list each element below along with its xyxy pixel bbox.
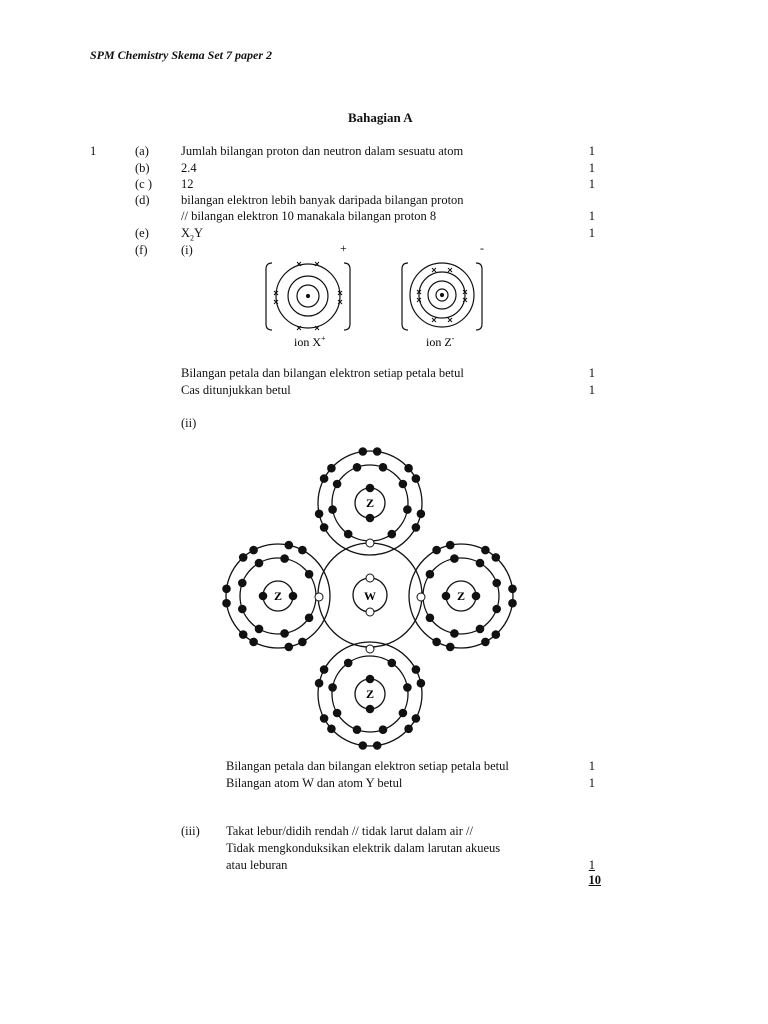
electron-top-13 <box>403 505 412 514</box>
electron-top-3 <box>412 474 421 483</box>
document-header: SPM Chemistry Skema Set 7 paper 2 <box>90 48 273 62</box>
electron-bottom-1 <box>359 741 368 750</box>
covalent-molecule-diagram <box>215 440 525 760</box>
electron-right-1 <box>508 599 517 608</box>
f-iii-line-3: atau leburan <box>226 858 288 872</box>
electron-right-11 <box>492 605 501 614</box>
electron-left-17 <box>255 625 264 634</box>
part-answer-c: 12 <box>181 177 194 191</box>
electron-right-4 <box>446 643 455 652</box>
electron-left-16 <box>280 629 289 638</box>
part-mark-a: 1 <box>588 144 595 158</box>
electron-left-13 <box>280 554 289 563</box>
electron-left-3 <box>249 546 258 555</box>
electron-left-14 <box>305 570 314 579</box>
electron-bottom-14 <box>344 659 353 668</box>
electron-top-2 <box>404 464 413 473</box>
part-label-a: (a) <box>135 144 149 158</box>
f-ii-mark-2: 1 <box>588 776 595 790</box>
electron-bottom-3 <box>320 714 329 723</box>
f-ii-criterion-2: Bilangan atom W dan atom Y betul <box>226 776 403 790</box>
electron-top-18 <box>366 484 375 493</box>
electron-left-6 <box>298 638 307 647</box>
electron-right-12 <box>476 625 485 634</box>
f-i-mark-2: 1 <box>588 383 595 397</box>
electron-bottom-0 <box>373 741 382 750</box>
electron-right-16 <box>450 554 459 563</box>
top-atom-label: Z <box>365 496 375 510</box>
question-number: 1 <box>90 144 97 158</box>
electron-top-4 <box>417 510 426 519</box>
electron-bottom-9 <box>404 725 413 734</box>
electron-left-5 <box>298 546 307 555</box>
ion-x-diagram <box>266 262 350 330</box>
part-answer-d-line2: // bilangan elektron 10 manakala bilangan proton 8 <box>181 209 437 223</box>
part-label-d: (d) <box>135 193 150 207</box>
part-answer-e: $X_2Y$ <box>181 226 204 243</box>
electron-left-10 <box>238 605 247 614</box>
electron-right-10 <box>492 579 501 588</box>
electron-right-8 <box>481 546 490 555</box>
left-bracket-close <box>344 263 350 330</box>
electron-bottom-11 <box>353 725 362 734</box>
f-i-criterion-2: Cas ditunjukkan betul <box>181 383 291 397</box>
left-bracket-open <box>266 263 272 330</box>
electron-left-19 <box>289 592 298 601</box>
electron-left-15 <box>305 614 314 623</box>
ion-x-charge: + <box>340 241 347 255</box>
part-mark-d: 1 <box>588 209 595 223</box>
electron-bottom-19 <box>366 675 375 684</box>
electron-right-18 <box>472 592 481 601</box>
f-ii-criterion-1: Bilangan petala dan bilangan elektron setiap petala betul <box>226 759 509 773</box>
electron-left-12 <box>255 559 264 568</box>
electron-top-15 <box>344 530 353 539</box>
part-answer-b: 2.4 <box>181 161 197 175</box>
part-mark-c: 1 <box>588 177 595 191</box>
right-atom-label: Z <box>456 589 466 603</box>
electron-top-9 <box>327 464 336 473</box>
f-iii-line-2: Tidak mengkonduksikan elektrik dalam larutan akueus <box>226 841 501 855</box>
electron-right-6 <box>432 546 441 555</box>
electron-top-19 <box>366 514 375 523</box>
electron-top-7 <box>315 510 324 519</box>
ion-z-diagram <box>402 263 482 330</box>
part-sub-label-f-i: (i) <box>181 243 193 257</box>
electron-right-19 <box>442 592 451 601</box>
section-title: Bahagian A <box>348 110 413 125</box>
electron-right-5 <box>432 638 441 647</box>
electron-top-17 <box>333 480 342 489</box>
electron-bottom-8 <box>412 714 421 723</box>
electron-left-18 <box>259 592 268 601</box>
electron-left-4 <box>285 541 294 550</box>
electron-left-9 <box>239 630 248 639</box>
electron-left-7 <box>285 643 294 652</box>
electron-top-0 <box>359 447 368 456</box>
right-bracket-open <box>402 263 408 330</box>
part-mark-e: 1 <box>588 226 595 240</box>
electron-bottom-10 <box>379 725 388 734</box>
electron-bottom-5 <box>320 665 329 674</box>
right-bracket-close <box>476 263 482 330</box>
electron-top-6 <box>320 523 329 532</box>
electron-left-8 <box>249 638 258 647</box>
ion-z-label: ion Z- <box>426 334 455 349</box>
electron-bottom-6 <box>412 665 421 674</box>
f-iii-mark: 1 <box>588 858 595 872</box>
electron-right-9 <box>492 553 501 562</box>
center-atom-label: W <box>364 589 376 603</box>
part-sub-label-f-iii: (iii) <box>181 824 200 838</box>
electron-right-0 <box>508 585 517 594</box>
electron-top-10 <box>353 463 362 472</box>
part-label-f: (f) <box>135 243 148 257</box>
electron-bottom-12 <box>333 709 342 718</box>
electron-left-2 <box>239 553 248 562</box>
electron-right-17 <box>476 559 485 568</box>
electron-right-3 <box>481 638 490 647</box>
electron-bottom-2 <box>327 725 336 734</box>
electron-top-14 <box>388 530 397 539</box>
electron-bottom-16 <box>403 683 412 692</box>
electron-right-2 <box>492 630 501 639</box>
f-ii-mark-1: 1 <box>588 759 595 773</box>
part-label-e: (e) <box>135 226 149 240</box>
electron-top-5 <box>412 523 421 532</box>
part-answer-d-line1: bilangan elektron lebih banyak daripada bilangan proton <box>181 193 464 207</box>
part-label-c: (c ) <box>135 177 152 191</box>
total-mark: 10 <box>588 873 601 887</box>
f-i-mark-1: 1 <box>588 366 595 380</box>
part-answer-a: Jumlah bilangan proton dan neutron dalam sesuatu atom <box>181 144 464 158</box>
ion-z-charge: - <box>480 241 484 255</box>
electron-right-14 <box>426 614 435 623</box>
electron-bottom-13 <box>328 683 337 692</box>
electron-bottom-4 <box>315 679 324 688</box>
part-sub-label-f-ii: (ii) <box>181 416 197 430</box>
electron-top-12 <box>399 480 408 489</box>
electron-bottom-17 <box>399 709 408 718</box>
part-label-b: (b) <box>135 161 150 175</box>
f-iii-line-1: Takat lebur/didih rendah // tidak larut dalam air // <box>226 824 473 838</box>
electron-bottom-18 <box>366 705 375 714</box>
f-i-criterion-1: Bilangan petala dan bilangan elektron setiap petala betul <box>181 366 464 380</box>
electron-left-0 <box>222 599 231 608</box>
electron-bottom-7 <box>417 679 426 688</box>
electron-right-7 <box>446 541 455 550</box>
electron-bottom-15 <box>388 659 397 668</box>
bottom-atom-label: Z <box>365 687 375 701</box>
electron-top-8 <box>320 474 329 483</box>
left-atom-label: Z <box>273 589 283 603</box>
electron-left-11 <box>238 579 247 588</box>
electron-top-1 <box>373 447 382 456</box>
electron-left-1 <box>222 585 231 594</box>
electron-right-13 <box>450 629 459 638</box>
ion-diagram <box>260 238 500 353</box>
electron-top-16 <box>328 505 337 514</box>
electron-top-11 <box>379 463 388 472</box>
part-mark-b: 1 <box>588 161 595 175</box>
ion-x-label: ion X+ <box>294 334 326 349</box>
electron-right-15 <box>426 570 435 579</box>
